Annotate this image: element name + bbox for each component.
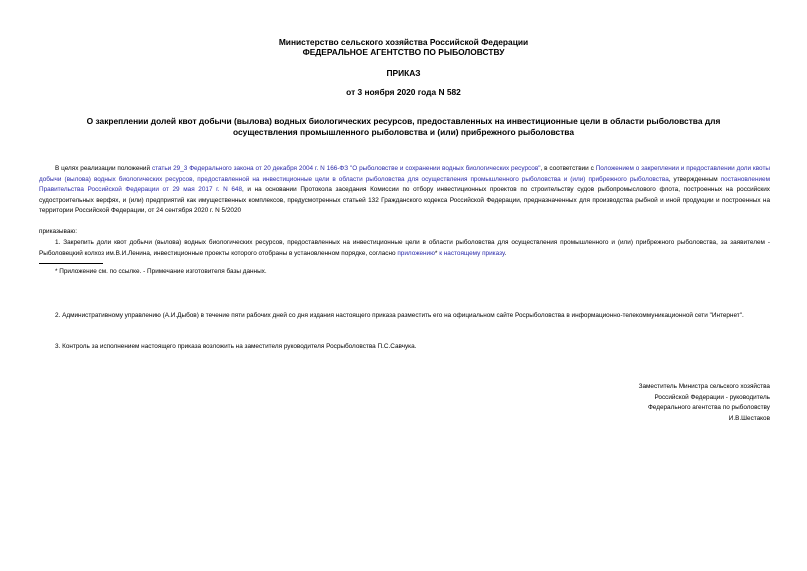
signature-line-1: Заместитель Министра сельского хозяйства <box>638 383 770 390</box>
document-type: ПРИКАЗ <box>386 68 421 78</box>
signature-line-2: Российской Федерации - руководитель <box>654 393 770 401</box>
appendix-link[interactable]: приложению <box>397 249 435 257</box>
signature-line-3: Федерального агентства по рыболовству <box>647 404 770 412</box>
preamble-paragraph <box>39 164 770 217</box>
this-order-link[interactable]: к настоящему приказу <box>439 249 505 257</box>
government-decree-link[interactable]: постановлением Правительства Российской Федерации от 29 мая 2017 г. N 648 <box>39 175 770 194</box>
footnote: * Приложение см. по ссылке. - Примечание изготовителя базы данных. <box>55 268 267 275</box>
document-date-number: от 3 ноября 2020 года N 582 <box>346 87 461 97</box>
signatory-name: И.В.Шестаков <box>728 414 770 422</box>
item1-text: 1. Закрепить доли квот добычи (вылова) водных биологических ресурсов, предоставленных на инвестиционные цели в области рыболовства для осуществления промышленного и (или) прибрежного рыболовства, за заявителем - Рыболовецкий колхоз им.В.И.Ленина, инвестиционные проекты которого отобраны в установленном порядке, согласно <box>39 239 770 257</box>
footnote-divider <box>39 263 103 264</box>
federal-law-link[interactable]: статьи 29_3 Федерального закона от 20 декабря 2004 г. N 166-ФЗ "О рыболовстве и сохранении водных биологических ресурсов" <box>151 165 541 172</box>
preamble-text-3: , утвержденным <box>668 175 721 183</box>
item1-end: . <box>504 249 507 257</box>
order-item-3: 3. Контроль за исполнением настоящего приказа возложить на заместителя руководителя Росрыболовства П.С.Савчука. <box>55 343 417 350</box>
regulation-link[interactable]: Положением о закреплении и предоставлении доли квоты добычи (вылова) водных биологических ресурсов, предоставленной на инвестиционные цели в области рыболовства для осуществления промышленного рыболовства и (или) прибрежного рыболовства <box>39 165 770 183</box>
agency-name: ФЕДЕРАЛЬНОЕ АГЕНТСТВО ПО РЫБОЛОВСТВУ <box>302 47 505 57</box>
order-item-2: 2. Административному управлению (А.И.Дыбов) в течение пяти рабочих дней со дня издания настоящего приказа разместить его на официальном сайте Росрыболовства в информационно-телекоммуникационной сети "Интернет". <box>55 312 744 319</box>
signature-block <box>510 382 770 424</box>
order-word: приказываю: <box>39 228 77 235</box>
order-item-1 <box>39 238 770 259</box>
preamble-text-4: , и на основании Протокола заседания Комиссии по отбору инвестиционных проектов по строительству судов рыбопромыслового флота, построенных на российских судостроительных верфях, и (или) предприятий как имущественных комплексов, предусмотренных статьей 132 Гражданского кодекса Российской Федерации, предназначенных для производства рыбной и иной продукции и построенных на территории Российской Федерации, от 24 сентября 2020 г. N 5/2020 <box>39 186 770 215</box>
preamble-text-1: В целях реализации положений <box>55 165 152 172</box>
ministry-name: Министерство сельского хозяйства Российской Федерации <box>278 37 529 47</box>
preamble-text-2: , в соответствии с <box>540 165 596 172</box>
item1-footnote-mark: * <box>434 249 440 257</box>
document-subject: О закреплении долей квот добычи (вылова) водных биологических ресурсов, предоставленных на инвестиционные цели в области рыболовства для осуществления промышленного рыболовства и (или) прибрежного рыболовства <box>86 116 721 137</box>
